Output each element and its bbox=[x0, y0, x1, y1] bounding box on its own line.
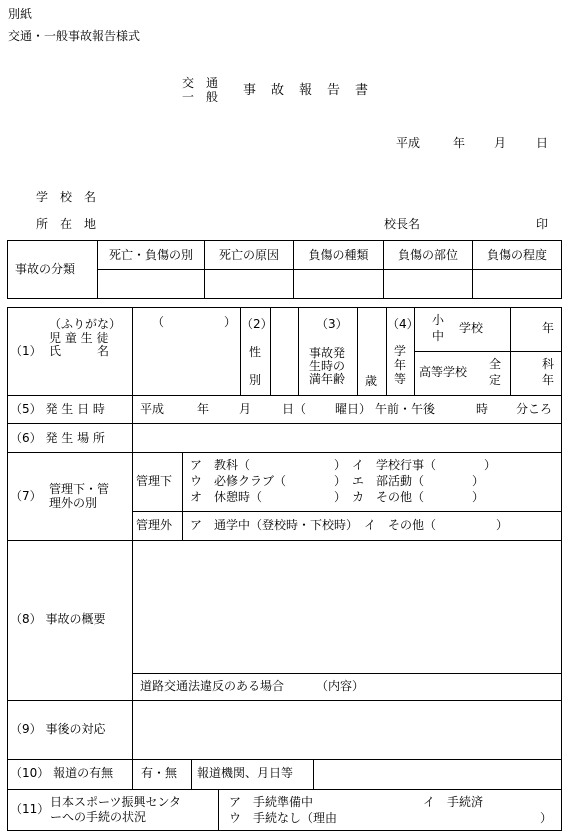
under-option-row-1: ア 教科（ ） イ 学校行事（ ） bbox=[190, 458, 497, 472]
dt-month: 月 bbox=[239, 402, 252, 416]
classification-label: 事故の分類 bbox=[15, 262, 76, 276]
col-injury-degree: 負傷の程度 bbox=[486, 248, 547, 262]
press-media-label: 報道機関、月日等 bbox=[197, 766, 294, 780]
summary-label: （8） 事故の概要 bbox=[10, 612, 106, 626]
date-day: 日 bbox=[536, 136, 549, 150]
title-prefix-top: 交 通 bbox=[182, 76, 219, 90]
place-label: （6） 発 生 場 所 bbox=[10, 431, 105, 445]
title-prefix-bottom: 一 般 bbox=[182, 90, 219, 104]
sex-number: （2） bbox=[241, 317, 273, 331]
dt-hour: 時 bbox=[476, 402, 489, 416]
outside-option-row: ア 通学中（登校時・下校時） イ その他（ ） bbox=[190, 518, 509, 532]
dt-weekday: 曜日） bbox=[335, 402, 372, 416]
col-death-injury: 死亡・負傷の別 bbox=[108, 248, 193, 262]
sec7-number: （7） bbox=[10, 489, 42, 503]
under-option-row-2: ウ 必修クラブ（ ） エ 部活動（ ） bbox=[190, 474, 485, 488]
age-label-3: 満年齢 bbox=[309, 372, 346, 386]
student-label: 児 童 生 徒 bbox=[49, 331, 109, 345]
col-injury-site: 負傷の部位 bbox=[397, 248, 458, 262]
school-word: 学校 bbox=[459, 321, 484, 335]
datetime-label: （5） 発 生 日 時 bbox=[10, 402, 105, 416]
grade-year-2: 年 bbox=[542, 373, 555, 387]
form-name: 交通・一般事故報告様式 bbox=[8, 29, 141, 43]
management-label-2: 理外の別 bbox=[49, 496, 98, 510]
dt-minute: 分ころ bbox=[516, 402, 553, 416]
sex-label-2: 別 bbox=[249, 373, 262, 387]
violation-content-label: （内容） bbox=[316, 679, 365, 693]
age-label-2: 生時の bbox=[309, 359, 346, 373]
grade-label-1: 学 bbox=[394, 344, 407, 358]
sec11-number: （11） bbox=[10, 802, 50, 816]
date-era: 平成 bbox=[396, 136, 421, 150]
date-month: 月 bbox=[494, 136, 507, 150]
procedure-done: イ 手続済 bbox=[423, 795, 484, 809]
outside-management-label: 管理外 bbox=[136, 518, 173, 532]
junior-high-mark: 中 bbox=[432, 329, 445, 343]
date-year: 年 bbox=[453, 136, 466, 150]
sec1-number: （1） bbox=[10, 344, 42, 358]
procedure-close-paren: ） bbox=[540, 811, 553, 825]
seal-mark: 印 bbox=[536, 217, 549, 231]
page-title: 事 故 報 告 書 bbox=[243, 83, 370, 98]
grade-label-3: 等 bbox=[394, 372, 407, 386]
grade-year-1: 年 bbox=[542, 321, 555, 335]
press-yes-no: 有・無 bbox=[141, 766, 178, 780]
furigana-label: （ふりがな） bbox=[49, 317, 122, 331]
principal-label: 校長名 bbox=[384, 217, 421, 231]
grade-number: （4） bbox=[387, 317, 419, 331]
procedure-none: ウ 手続なし（理由 bbox=[229, 811, 338, 825]
dt-day: 日（ bbox=[282, 402, 307, 416]
full-time-mark: 全 bbox=[489, 357, 502, 371]
procedure-preparing: ア 手続準備中 bbox=[229, 795, 314, 809]
sex-label-1: 性 bbox=[249, 345, 262, 359]
dt-ampm: 午前・午後 bbox=[375, 402, 436, 416]
age-unit: 歳 bbox=[365, 374, 378, 388]
press-label: （10） 報道の有無 bbox=[10, 766, 114, 780]
part-time-mark: 定 bbox=[489, 373, 502, 387]
under-option-row-3: オ 休憩時（ ） カ その他（ ） bbox=[190, 490, 485, 504]
course-mark: 科 bbox=[542, 357, 555, 371]
under-management-label: 管理下 bbox=[136, 474, 173, 488]
dt-era: 平成 bbox=[140, 402, 165, 416]
name-label: 氏 名 bbox=[49, 344, 110, 358]
dt-year: 年 bbox=[197, 402, 210, 416]
furigana-paren: （ ） bbox=[152, 315, 237, 329]
elementary-mark: 小 bbox=[432, 313, 445, 327]
aftercare-label: （9） 事後の対応 bbox=[10, 722, 106, 736]
col-injury-type: 負傷の種類 bbox=[308, 248, 369, 262]
road-violation-label: 道路交通法違反のある場合 bbox=[140, 679, 285, 693]
school-name-label: 学 校 名 bbox=[36, 190, 97, 204]
grade-label-2: 年 bbox=[394, 358, 407, 372]
age-number: （3） bbox=[316, 317, 348, 331]
attachment-label: 別紙 bbox=[8, 7, 33, 21]
age-label-1: 事故発 bbox=[309, 346, 346, 360]
sports-center-label-2: ーへの手続の状況 bbox=[50, 810, 147, 824]
location-label: 所 在 地 bbox=[36, 217, 97, 231]
sports-center-label-1: 日本スポーツ振興センタ bbox=[50, 795, 182, 809]
high-school-label: 高等学校 bbox=[419, 365, 468, 379]
col-death-cause: 死亡の原因 bbox=[218, 248, 279, 262]
management-label-1: 管理下・管 bbox=[49, 482, 110, 496]
